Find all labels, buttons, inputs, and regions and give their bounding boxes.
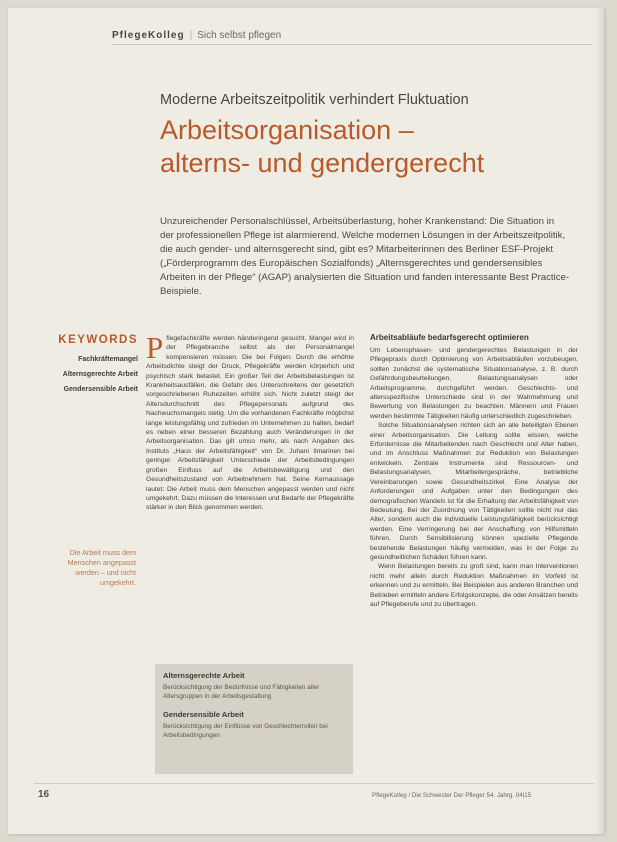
keyword-item: Fachkräftemangel [78,356,138,363]
body-column-left [146,334,354,642]
left-column-text: flegefachkräfte werden händeringend gesucht. Mangel wird in der Pflegebranche selbst als der Personalmangel kompensieren müssen. Die bei Folgen: Durch die erhöhte Arbeitsdichte steigt der Druck, Pflegekräfte werden körperlich und psychisch stark belastet. Ein großer Teil der Arbeitsbelastungen ist Krankheitsausfällen, die Gefahr des Unterschreitens der gesetzlich vorgeschriebenen Ruhezeiten erhöht sich. Nicht zuletzt steigt der Altersdurchschnitt des Pflegepersonals aufgrund des Nachwuchsmangels stetig. Um die vorhandenen Fachkräfte möglichst lange leistungsfähig und zufrieden im Unternehmen zu halten, bedarf es neben einer besseren Bezahlung auch Veränderungen in der Arbeitsorganisation. Das gilt umso mehr, als nach Angaben des Instituts „Haus der Arbeitsfähigkeit“ von Dr. Juhani Ilmarinen bei geringer Arbeitsfähigkeit Unterschiede der Arbeitsbedingungen großen Einfluss auf die Arbeitsbewältigung und den Gesundheitszustand von Arbeitnehmern hat. Seine Kernaussage lautet: Die Arbeit muss dem Menschen angepasst werden und nicht umgekehrt. Dazu müssen die Interessen und Bedarfe der Pflegekräfte stärker in den Blick genommen werden. [146,335,354,512]
body-paragraph: Solche Situationsanalysen richten sich an alle beteiligten Ebenen einer Arbeitsorganisation. Die Leitung sollte wissen, welche Erfordernisse die Mitarbeitenden nach Geschlecht und Alter haben, und im Anschluss Maßnahmen zur Reduktion von Belastungen entwickeln. Zentrale Instrumente sind Ressourcen- und Belastungsanalysen, Mitarbeitergespräche, betriebliche Vereinbarungen sowie Gesundheitszirkel. Eine Analyse der Anforderungen und Aufgaben unter den Bedingungen des demografischen Wandels ist für die Erhaltung der Arbeitsfähigkeit von Bedeutung. Bei der Zuordnung von Tätigkeiten sollte nicht nur das Alter, sondern auch die individuelle Leistungsfähigkeit berücksichtigt werden. Eine Verringerung bei der Anschaffung von Hilfsmitteln führen. Durch Sensibilisierung können spezielle Pflegende bestehende Belastungen häufig vermeiden, was in der Folge zu gesundheitlichen Schäden führen kann. [370,422,578,561]
definition-text: Berücksichtigung der Einflüsse von Geschlechterrollen bei Arbeitsbedingungen [163,723,328,739]
body-paragraph: Wenn Belastungen bereits zu groß sind, kann man Interventionen nicht mehr allein durch Reduktion Maßnahmen im Vorfeld ist erkennen und zu ermitteln. Bei Beispielen aus anderen Branchen und Betrieben ermitteln andere Erfolgskonzepte, die oder Ansätzen bereits auf Pflegeberufe und zu übertragen. [370,563,578,608]
keywords-title: KEYWORDS [58,334,138,346]
definitions-box [155,664,353,774]
header-separator: | [189,30,193,41]
page-edge-shadow [594,8,604,834]
section-subhead: Arbeitsabläufe bedarfsgerecht optimieren [370,333,529,342]
definition-heading: Alternsgerechte Arbeit [163,671,245,680]
article-title [160,114,484,180]
definition-text: Berücksichtigung der Bedürfnisse und Fähigkeiten aller Altersgruppen in der Arbeitsgestaltung [163,684,320,700]
article-kicker: Moderne Arbeitszeitpolitik verhindert Fluktuation [160,92,469,108]
pull-quote: Die Arbeit muss dem Menschen angepasst werden – und nicht umgekehrt. [67,548,136,587]
footer-rule [34,783,594,784]
definition-heading: Gendersensible Arbeit [163,710,244,719]
article-lead: Unzureichender Personalschlüssel, Arbeitsüberlastung, hoher Krankenstand: Die Situation in der professionellen Pflege ist alarmierend. Welche modernen Lösungen in der Arbeitszeitpolitik, die auch gender- und alternsgerecht sind, gibt es? Mitarbeiterinnen des Berliner ESF-Projekt („Förderprogramm des Europäischen Sozialfonds) „Alternsgerechtes und gendersensibles Arbeiten in der Pflege“ (AGAP) analysierten die Situation und fanden interessante Best Practice-Beispiele. [160,216,570,297]
header-rule [112,44,592,45]
body-paragraph: Um Lebensphasen- und gendergerechtes Belastungen in der Pflegepraxis durch Optimierung von Arbeitsabläufen vorzubeugen, sollten zunächst die systematische Situationsanalyse, z. B. durch Gefährdungsbeurteilungen, Belastungsanalysen oder Arbeitsprogramme, durchgeführt werden. Geschlechts- und altersspezifische Unterschiede sind in der Wahrnehmung und Bewertung von Belastungen zu beachten. Männern und Frauen werden bestimmte Tätigkeiten häufig unterschiedlich zugeschrieben. [370,347,578,420]
page-number: 16 [38,789,50,800]
drop-cap: P [146,334,164,365]
body-column-right [370,346,578,738]
running-header [112,30,281,41]
keyword-item: Gendersensible Arbeit [63,386,138,393]
keyword-item: Alternsgerechte Arbeit [62,371,138,378]
footer-publication: PflegeKolleg / Die Schwester Der Pfleger 54. Jahrg. 04|15 [372,792,532,799]
header-brand: PflegeKolleg [112,30,185,41]
keywords-sidebar [50,334,138,397]
header-topic: Sich selbst pflegen [197,30,282,41]
title-line-1: Arbeitsorganisation – [160,115,414,145]
title-line-2: alterns- und gendergerecht [160,148,485,178]
